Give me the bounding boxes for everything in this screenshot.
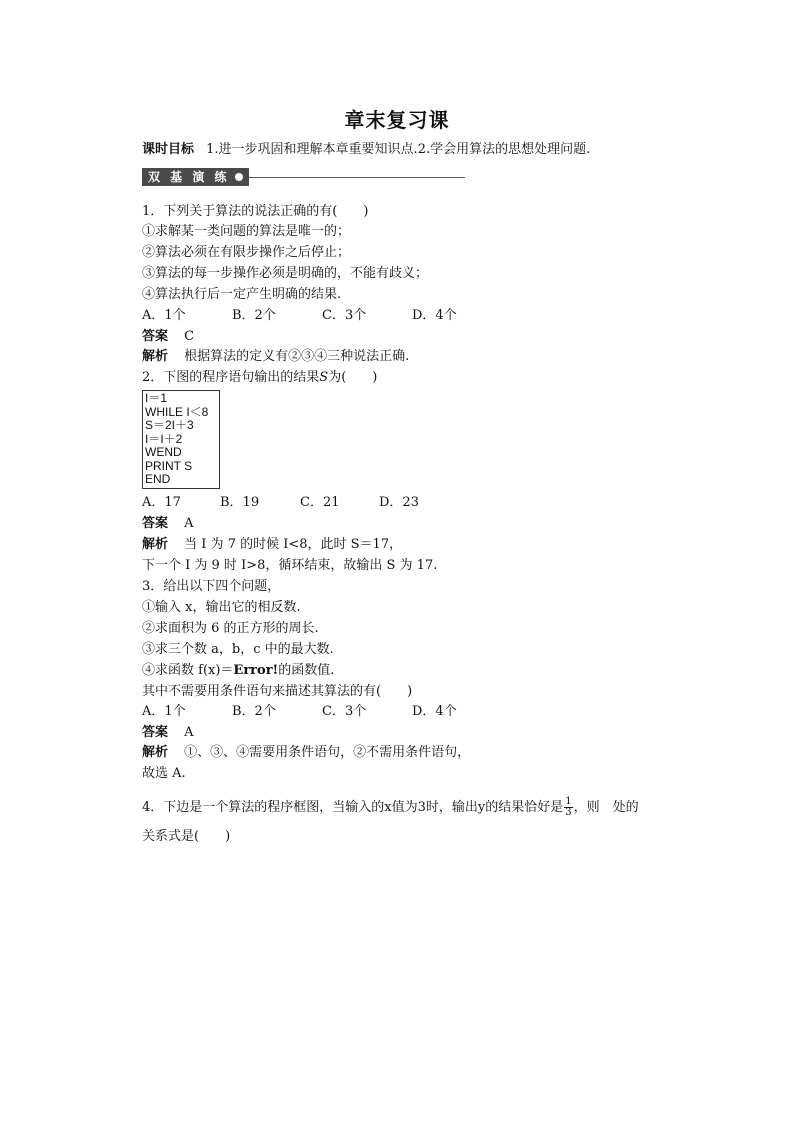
q4-stem — [142, 797, 639, 818]
q2-option-b: B．19 — [220, 495, 260, 510]
q3-item-1: ①输入 x，输出它的相反数. — [142, 600, 301, 615]
q3-option-d: D．4个 — [412, 704, 457, 719]
q1-option-b: B．2个 — [232, 308, 276, 323]
answer-label: 答案 — [142, 516, 169, 531]
code-line: PRINT S — [145, 458, 193, 473]
analysis-label: 解析 — [142, 745, 169, 760]
answer-label: 答案 — [142, 725, 169, 740]
section-banner — [142, 168, 465, 186]
lesson-objective — [142, 142, 590, 158]
q2-stem-text-end: 为( ) — [328, 370, 378, 385]
q2-stem-text: 2．下图的程序语句输出的结果 — [142, 370, 320, 385]
q1-option-a: A．1个 — [142, 308, 186, 323]
analysis-text: 根据算法的定义有②③④三种说法正确. — [184, 349, 410, 364]
q3-option-a: A．1个 — [142, 704, 186, 719]
fraction-denominator: 3 — [565, 807, 572, 818]
q2-option-a: A．17 — [142, 495, 181, 510]
program-code-box — [142, 390, 220, 489]
code-line: I＝1 — [145, 391, 168, 405]
fraction-numerator: 1 — [565, 796, 572, 807]
banner-label: 双 基 演 练 — [148, 170, 230, 184]
code-line: I＝I＋2 — [145, 431, 183, 446]
q2-analysis-continued: 下一个 I 为 9 时 I>8，循环结束，故输出 S 为 17. — [142, 558, 438, 573]
q4-stem-text-end: ，则 处的 — [573, 800, 639, 815]
analysis-text: ①、③、④需要用条件语句，②不需用条件语句， — [184, 745, 471, 760]
banner-divider — [249, 177, 465, 178]
watermark — [602, 760, 610, 784]
circle-bullet-icon — [235, 173, 243, 181]
code-line: S＝2I＋3 — [145, 418, 194, 432]
code-line: END — [145, 472, 171, 486]
objective-text: 1.进一步巩固和理解本章重要知识点.2.学会用算法的思想处理问题. — [206, 142, 591, 157]
q1-stem: 1．下列关于算法的说法正确的有( ) — [142, 204, 369, 219]
q4-stem-continued: 关系式是( ) — [142, 829, 231, 844]
error-marker: Error! — [233, 663, 279, 678]
q3-analysis-continued: 故选 A. — [142, 766, 186, 781]
q1-option-d: D．4个 — [412, 308, 457, 323]
q3-stem: 3．给出以下四个问题， — [142, 579, 281, 594]
q1-option-c: C．3个 — [322, 308, 367, 323]
q3-item-4 — [142, 663, 334, 679]
q1-answer — [142, 329, 194, 345]
code-line: WEND — [145, 445, 182, 459]
banner-label-box — [142, 168, 249, 186]
q3-option-c: C．3个 — [322, 704, 367, 719]
q3-question: 其中不需要用条件语句来描述其算法的有( ) — [142, 684, 413, 699]
analysis-text: 当 I 为 7 的时候 I<8，此时 S＝17， — [184, 537, 403, 552]
q2-analysis — [142, 537, 402, 553]
q2-answer — [142, 516, 194, 532]
q2-option-c: C．21 — [300, 495, 340, 510]
q1-item-3: ③算法的每一步操作必须是明确的，不能有歧义； — [142, 266, 429, 281]
q3-item-2: ②求面积为 6 的正方形的周长. — [142, 621, 319, 636]
q2-stem-variable: S — [319, 370, 329, 385]
q4-stem-text: 4．下边是一个算法的程序框图，当输入的x值为3时，输出y的结果恰好是 — [142, 800, 564, 815]
objective-label: 课时目标 — [142, 142, 195, 157]
code-line: WHILE I＜8 — [145, 404, 209, 419]
analysis-label: 解析 — [142, 537, 169, 552]
answer-value: A — [184, 725, 194, 740]
q3-item-4-text-end: 的函数值. — [278, 663, 335, 678]
page-title: 章末复习课 — [344, 108, 450, 132]
q1-item-1: ①求解某一类问题的算法是唯一的； — [142, 224, 351, 239]
q3-item-3: ③求三个数 a，b，c 中的最大数. — [142, 642, 334, 657]
answer-value: C — [184, 329, 195, 344]
fraction — [564, 797, 572, 818]
q3-answer — [142, 725, 194, 741]
q3-option-b: B．2个 — [232, 704, 276, 719]
answer-label: 答案 — [142, 329, 169, 344]
q3-analysis — [142, 745, 470, 761]
q1-item-4: ④算法执行后一定产生明确的结果. — [142, 287, 342, 302]
q1-analysis — [142, 349, 409, 365]
q2-option-d: D．23 — [379, 495, 419, 510]
q2-stem — [142, 370, 377, 386]
answer-value: A — [184, 516, 194, 531]
q1-item-2: ②算法必须在有限步操作之后停止； — [142, 245, 351, 260]
q3-item-4-text: ④求函数 f(x)＝ — [142, 663, 234, 678]
analysis-label: 解析 — [142, 349, 169, 364]
